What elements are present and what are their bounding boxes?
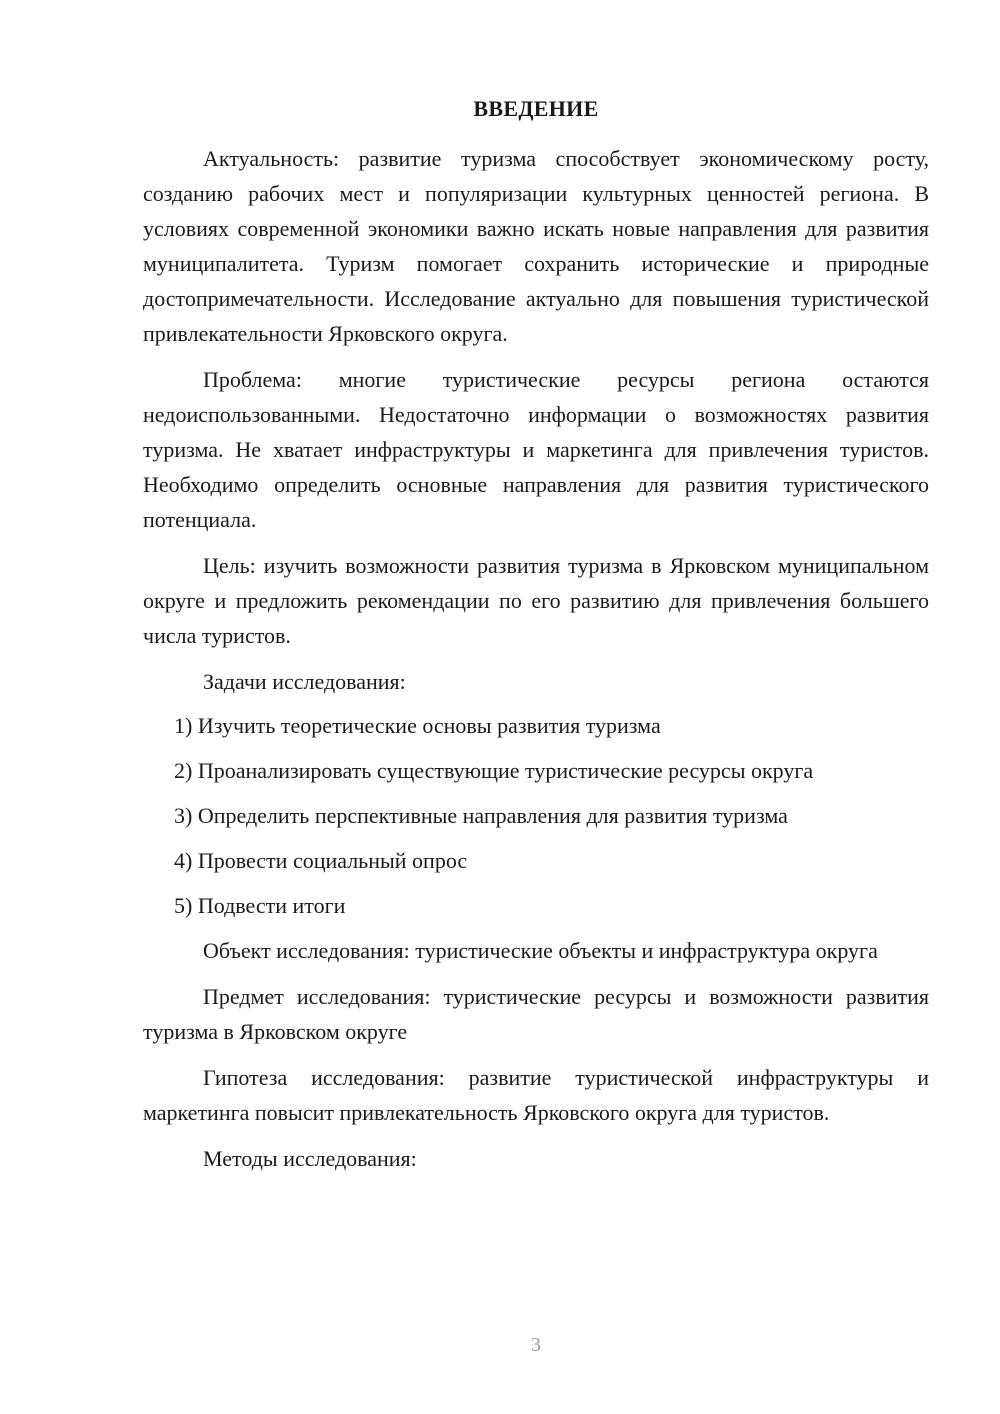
paragraph-methods: Методы исследования: bbox=[203, 1146, 417, 1171]
paragraph-hypothesis: Гипотеза исследования: развитие туристической инфраструктуры и маркетинга повысит привлекательность Ярковского округа для туристов. bbox=[143, 1065, 929, 1125]
paragraph-object: Объект исследования: туристические объекты и инфраструктура округа bbox=[203, 938, 878, 963]
tasks-list bbox=[143, 708, 929, 923]
list-item: 4) Провести социальный опрос bbox=[174, 848, 468, 873]
paragraph-relevance: Актуальность: развитие туризма способствует экономическому росту, созданию рабочих мест и популяризации культурных ценностей региона. В условиях современной экономики важно искать новые направления для развития муниципалитета. Туризм помогает сохранить исторические и природные достопримечательности. Исследование актуально для повышения туристической привлекательности Ярковского округа. bbox=[143, 146, 929, 346]
list-item: 1) Изучить теоретические основы развития туризма bbox=[174, 713, 661, 738]
list-item: 2) Проанализировать существующие туристические ресурсы округа bbox=[174, 758, 814, 783]
list-item: 5) Подвести итоги bbox=[174, 893, 346, 918]
document-body bbox=[143, 141, 929, 1187]
paragraph-tasks-heading: Задачи исследования: bbox=[203, 669, 406, 694]
section-title: ВВЕДЕНИЕ bbox=[473, 96, 599, 121]
paragraph-subject: Предмет исследования: туристические ресурсы и возможности развития туризма в Ярковском округе bbox=[143, 984, 929, 1044]
list-item: 3) Определить перспективные направления для развития туризма bbox=[174, 803, 788, 828]
page-number: 3 bbox=[531, 1334, 541, 1356]
paragraph-goal: Цель: изучить возможности развития туризма в Ярковском муниципальном округе и предложить рекомендации по его развитию для привлечения большего числа туристов. bbox=[143, 553, 929, 648]
paragraph-problem: Проблема: многие туристические ресурсы региона остаются недоиспользованными. Недостаточно информации о возможностях развития туризма. Не хватает инфраструктуры и маркетинга для привлечения туристов. Необходимо определить основные направления для развития туристического потенциала. bbox=[143, 367, 929, 532]
